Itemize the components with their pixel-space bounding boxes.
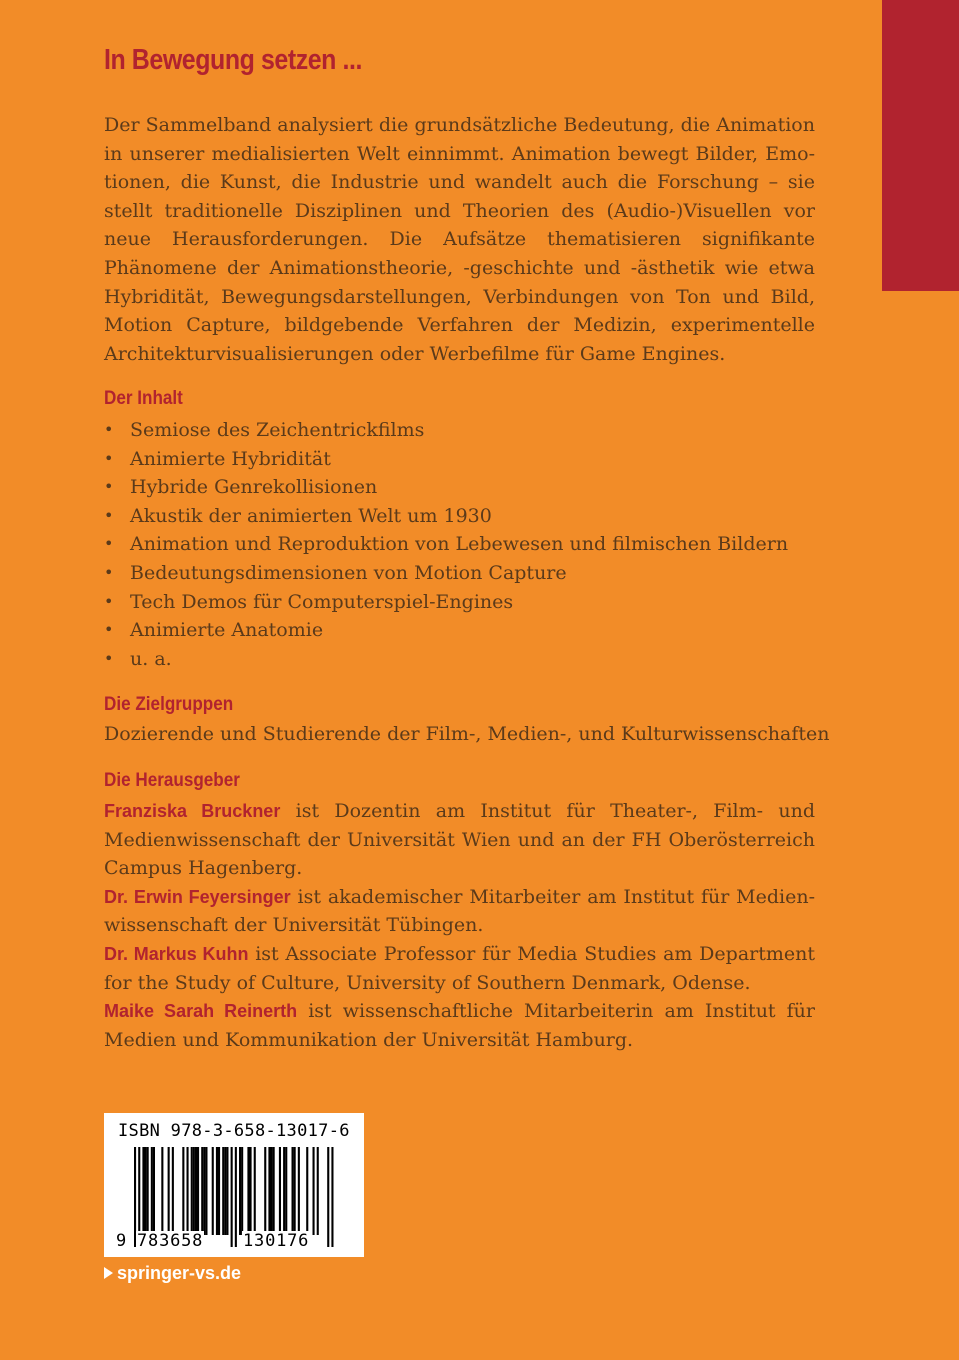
barcode-bar xyxy=(153,1147,155,1235)
publisher-url: springer-vs.de xyxy=(117,1263,242,1283)
barcode-bar xyxy=(145,1147,147,1235)
barcode-bar xyxy=(222,1147,224,1235)
barcode-bar xyxy=(161,1147,163,1235)
isbn-label: ISBN 978-3-658-13017-6 xyxy=(118,1121,350,1141)
barcode-bar xyxy=(254,1147,256,1235)
barcode-bar xyxy=(226,1147,228,1235)
barcode-bar xyxy=(172,1147,174,1235)
barcode-bar xyxy=(195,1147,197,1235)
editors-section xyxy=(104,797,815,1054)
barcode-bar xyxy=(168,1147,170,1235)
barcode-bar xyxy=(235,1147,237,1247)
list-item: • Semiose des Zeichentrickfilms xyxy=(104,416,788,445)
editor-bio: ist Associate Professor für Media Studies am Department for the Study of Culture, University of Southern Denmark, Odense. xyxy=(104,942,815,994)
barcode-bar xyxy=(191,1147,193,1235)
barcode-bar xyxy=(147,1147,149,1235)
barcode-bar xyxy=(218,1147,220,1235)
triangle-arrow-icon xyxy=(104,1267,113,1279)
barcode-bar xyxy=(193,1147,195,1235)
barcode-bar xyxy=(327,1147,329,1247)
barcode-bar xyxy=(306,1147,308,1235)
editor-name: Maike Sarah Reinerth xyxy=(104,1001,298,1022)
editor-entry xyxy=(104,797,815,883)
list-item: • Bedeutungsdimensionen von Motion Capture xyxy=(104,559,788,588)
ean-right-group: 130176 xyxy=(243,1231,310,1251)
barcode-bar xyxy=(182,1147,184,1235)
barcode-bar xyxy=(187,1147,189,1235)
editor-bio: ist wissenschaftliche Mitarbeiterin am Institut für Medien und Kommunikation der Universität Hamburg. xyxy=(104,1000,815,1051)
list-item: • Hybride Genrekollisionen xyxy=(104,473,788,502)
editor-name: Dr. Markus Kuhn xyxy=(104,943,249,964)
editor-bio: ist akademischer Mitarbeiter am Institut für Medienwissenschaft der Universität Tübingen. xyxy=(104,885,815,937)
editor-name: Dr. Erwin Feyersinger xyxy=(104,886,291,907)
editors-heading: Die Herausgeber xyxy=(104,770,240,791)
barcode-bar xyxy=(239,1147,241,1235)
barcode-bar xyxy=(294,1147,296,1235)
publisher-link[interactable] xyxy=(104,1263,241,1284)
barcode-bar xyxy=(231,1147,233,1247)
barcode-bar xyxy=(268,1147,270,1235)
barcode-bar xyxy=(241,1147,243,1235)
editor-entry xyxy=(104,997,815,1054)
barcode-bar xyxy=(331,1147,333,1247)
back-cover-title: In Bewegung setzen ... xyxy=(104,44,362,76)
audience-heading: Die Zielgruppen xyxy=(104,694,234,715)
list-item: • Animation und Reproduktion von Lebewesen und filmischen Bildern xyxy=(104,530,788,559)
barcode-bar xyxy=(298,1147,300,1235)
audience-text: Dozierende und Studierende der Film-, Medien-, und Kulturwissenschaften xyxy=(104,723,830,745)
barcode-bar xyxy=(224,1147,226,1235)
intro-paragraph: Der Sammelband analysiert die grundsätzliche Bedeutung, die Animation in unserer medialisierten Welt einnimmt. Animation bewegt Bilder, Emotionen, die Kunst, die Industrie und wandelt auch die Forschung – sie stellt traditionelle Disziplinen und Theorien des (Audio-)Visuellen vor neue Herausforderungen. Die Aufsätze thematisieren signifikante Phänomene der Animationstheorie, -geschichte und -ästhetik wie etwa Hybridität, Bewegungsdarstellungen, Verbindungen von Ton und Bild, Motion Capture, bildgebende Verfahren der Medizin, experimentelle Architekturvisualisierungen oder Werbefilme für Game Engines. xyxy=(104,114,815,365)
barcode-bar xyxy=(271,1147,273,1235)
barcode-bar xyxy=(151,1147,153,1235)
ean-first-digit: 9 xyxy=(116,1231,127,1251)
barcode-bar xyxy=(250,1147,252,1235)
barcode-bar xyxy=(292,1147,294,1235)
list-item: • Tech Demos für Computerspiel-Engines xyxy=(104,588,788,617)
barcode-bar xyxy=(279,1147,281,1235)
barcode-bar xyxy=(142,1147,144,1235)
red-accent-band xyxy=(882,0,959,291)
barcode-bar xyxy=(203,1147,205,1235)
barcode-bar xyxy=(283,1147,285,1235)
barcode-bar xyxy=(247,1147,249,1235)
barcode-bar xyxy=(313,1147,315,1235)
barcode-bar xyxy=(317,1147,319,1235)
ean-left-group: 783658 xyxy=(137,1231,204,1251)
barcode-bar xyxy=(212,1147,214,1235)
list-item: • Animierte Hybridität xyxy=(104,445,788,474)
barcode-bar xyxy=(201,1147,203,1235)
isbn-barcode xyxy=(104,1113,364,1257)
editor-entry xyxy=(104,883,815,940)
contents-list xyxy=(104,416,788,673)
editor-entry xyxy=(104,940,815,997)
barcode-bar xyxy=(264,1147,266,1235)
barcode-bar xyxy=(273,1147,275,1235)
barcode-bar xyxy=(197,1147,199,1235)
barcode-bar xyxy=(216,1147,218,1235)
editor-bio: ist Dozentin am Institut für Theater-, Film- und Medienwissenschaft der Universität Wien und an der FH Oberösterreich Campus Hagenberg. xyxy=(104,800,815,880)
barcode-bar xyxy=(285,1147,287,1235)
list-item: • Animierte Anatomie xyxy=(104,616,788,645)
editor-name: Franziska Bruckner xyxy=(104,801,281,821)
list-item: • u. a. xyxy=(104,645,788,674)
contents-heading: Der Inhalt xyxy=(104,388,183,409)
barcode-bar xyxy=(205,1147,207,1235)
list-item: • Akustik der animierten Welt um 1930 xyxy=(104,502,788,531)
